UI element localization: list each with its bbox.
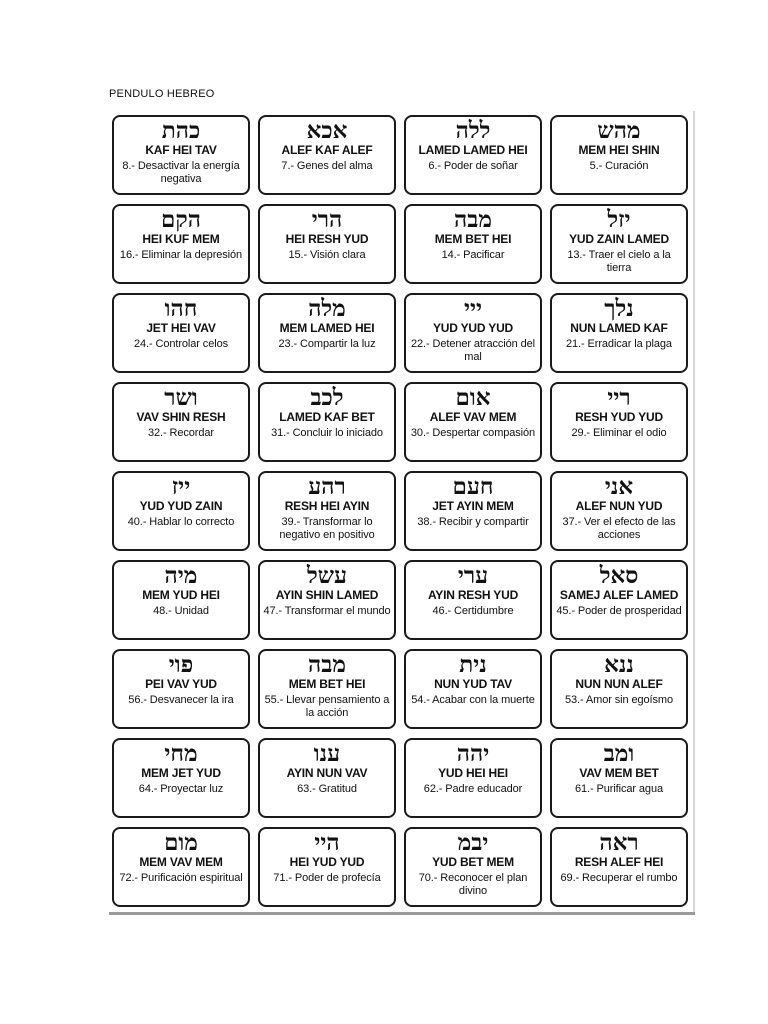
name-card: [404, 382, 542, 462]
scan-bottom-rule: [109, 912, 695, 915]
scanned-card-sheet: [109, 111, 695, 915]
name-card: [112, 382, 250, 462]
page-title: PENDULO HEBREO: [109, 88, 215, 100]
name-card: [258, 471, 396, 551]
hebrew-letters: עשל: [306, 562, 348, 589]
letter-names: HEI RESH YUD: [285, 232, 369, 246]
card-description: 6.- Poder de soñar: [428, 160, 518, 172]
letter-names: VAV SHIN RESH: [136, 410, 226, 424]
card-description: 8.- Desactivar la energía negativa: [122, 160, 240, 185]
letter-names: MEM VAV MEM: [139, 855, 223, 869]
letter-names: YUD ZAIN LAMED: [569, 232, 669, 246]
name-card: [404, 204, 542, 284]
name-card: [404, 293, 542, 373]
letter-names: NUN YUD TAV: [434, 677, 512, 691]
hebrew-letters: מבה: [308, 651, 346, 678]
card-description: 46.- Certidumbre: [432, 605, 514, 617]
hebrew-letters: מבה: [454, 206, 492, 233]
letter-names: MEM BET HEI: [288, 677, 366, 691]
hebrew-letters: ריי: [607, 384, 631, 411]
letter-names: RESH YUD YUD: [575, 410, 663, 424]
letter-names: PEI VAV YUD: [145, 677, 217, 691]
card-description: 24.- Controlar celos: [134, 338, 228, 350]
name-card: [258, 115, 396, 195]
card-description: 56.- Desvanecer la ira: [128, 694, 234, 706]
name-card: [550, 471, 688, 551]
name-card: [112, 204, 250, 284]
letter-names: SAMEJ ALEF LAMED: [559, 588, 679, 602]
card-description: 16.- Eliminar la depresión: [119, 249, 243, 261]
card-description: 70.- Reconocer el plan divino: [418, 872, 528, 897]
hebrew-letters: ייז: [171, 473, 191, 500]
hebrew-letters: היי: [314, 829, 340, 856]
name-card: [112, 115, 250, 195]
letter-names: JET AYIN MEM: [432, 499, 514, 513]
name-card: [404, 560, 542, 640]
letter-names: ALEF VAV MEM: [429, 410, 517, 424]
hebrew-letters: חעם: [452, 473, 494, 500]
letter-names: RESH ALEF HEI: [574, 855, 664, 869]
hebrew-letters: אני: [604, 473, 634, 500]
name-card: [258, 382, 396, 462]
letter-names: HEI KUF MEM: [142, 232, 220, 246]
name-card: [550, 827, 688, 907]
card-description: 45.- Poder de prosperidad: [556, 605, 682, 617]
letter-names: VAV MEM BET: [579, 766, 659, 780]
card-description: 53.- Amor sin egoísmo: [565, 694, 673, 706]
letter-names: YUD YUD YUD: [432, 321, 514, 335]
card-description: 63.- Gratitud: [297, 783, 357, 795]
name-card: [258, 649, 396, 729]
hebrew-letters: מלה: [308, 295, 346, 322]
hebrew-letters: מהש: [597, 117, 641, 144]
name-card: [258, 738, 396, 818]
hebrew-letters: נלך: [604, 295, 634, 322]
letter-names: ALEF NUN YUD: [575, 499, 663, 513]
hebrew-letters: מום: [164, 829, 198, 856]
name-card: [550, 382, 688, 462]
name-card: [112, 471, 250, 551]
name-card: [550, 204, 688, 284]
hebrew-letters: רהע: [308, 473, 346, 500]
hebrew-letters: יהה: [456, 740, 490, 767]
letter-names: HEI YUD YUD: [289, 855, 365, 869]
name-card: [112, 649, 250, 729]
card-description: 14.- Pacificar: [441, 249, 505, 261]
name-card: [112, 560, 250, 640]
card-description: 69.- Recuperar el rumbo: [560, 872, 678, 884]
card-description: 32.- Recordar: [148, 427, 214, 439]
letter-names: NUN NUN ALEF: [575, 677, 663, 691]
hebrew-letters: ראה: [599, 829, 639, 856]
letter-names: LAMED KAF BET: [279, 410, 375, 424]
hebrew-letters: לכב: [310, 384, 344, 411]
letter-names: AYIN SHIN LAMED: [275, 588, 379, 602]
card-description: 72.- Purificación espiritual: [119, 872, 243, 884]
letter-names: MEM BET HEI: [434, 232, 512, 246]
card-description: 22.- Detener atracción del mal: [411, 338, 535, 363]
card-description: 7.- Genes del alma: [281, 160, 373, 172]
card-description: 31.- Concluir lo iniciado: [271, 427, 383, 439]
hebrew-letters: כהת: [161, 117, 201, 144]
letter-names: JET HEI VAV: [146, 321, 216, 335]
hebrew-letters: הרי: [311, 206, 343, 233]
hebrew-letters: יזל: [607, 206, 631, 233]
hebrew-letters: הקם: [161, 206, 201, 233]
card-description: 64.- Proyectar luz: [138, 783, 224, 795]
name-card: [404, 649, 542, 729]
hebrew-letters: ענו: [313, 740, 341, 767]
card-description: 38.- Recibir y compartir: [417, 516, 529, 528]
letter-names: MEM JET YUD: [141, 766, 221, 780]
card-grid: [112, 115, 688, 907]
letter-names: YUD YUD ZAIN: [139, 499, 223, 513]
hebrew-letters: ללה: [455, 117, 491, 144]
letter-names: NUN LAMED KAF: [570, 321, 668, 335]
letter-names: YUD BET MEM: [432, 855, 514, 869]
hebrew-letters: מיה: [164, 562, 198, 589]
name-card: [404, 827, 542, 907]
hebrew-letters: נית: [459, 651, 487, 678]
letter-names: LAMED LAMED HEI: [418, 143, 528, 157]
card-description: 15.- Visión clara: [288, 249, 366, 261]
hebrew-letters: יבמ: [457, 829, 489, 856]
card-description: 29.- Eliminar el odio: [571, 427, 667, 439]
letter-names: KAF HEI TAV: [145, 143, 217, 157]
card-description: 55.- Llevar pensamiento a la acción: [264, 694, 390, 719]
card-description: 62.- Padre educador: [423, 783, 523, 795]
name-card: [112, 827, 250, 907]
hebrew-letters: חהו: [164, 295, 198, 322]
letter-names: AYIN NUN VAV: [286, 766, 368, 780]
name-card: [404, 115, 542, 195]
hebrew-letters: ערי: [457, 562, 489, 589]
card-description: 48.- Unidad: [153, 605, 209, 617]
card-description: 54.- Acabar con la muerte: [411, 694, 535, 706]
hebrew-letters: סאל: [599, 562, 639, 589]
name-card: [550, 649, 688, 729]
name-card: [550, 560, 688, 640]
letter-names: MEM HEI SHIN: [578, 143, 660, 157]
letter-names: AYIN RESH YUD: [427, 588, 519, 602]
hebrew-letters: אום: [455, 384, 491, 411]
card-description: 71.- Poder de profecía: [273, 872, 381, 884]
scan-edge: [693, 111, 695, 915]
letter-names: ALEF KAF ALEF: [281, 143, 373, 157]
name-card: [112, 293, 250, 373]
name-card: [404, 471, 542, 551]
hebrew-letters: ייי: [463, 295, 483, 322]
name-card: [404, 738, 542, 818]
hebrew-letters: אכא: [306, 117, 348, 144]
letter-names: MEM LAMED HEI: [279, 321, 375, 335]
name-card: [550, 115, 688, 195]
name-card: [550, 738, 688, 818]
name-card: [258, 560, 396, 640]
card-description: 37.- Ver el efecto de las acciones: [562, 516, 676, 541]
hebrew-letters: ננא: [604, 651, 634, 678]
card-description: 21.- Erradicar la plaga: [566, 338, 672, 350]
name-card: [258, 827, 396, 907]
card-description: 39.- Transformar lo negativo en positivo: [279, 516, 375, 541]
card-description: 30.- Despertar compasión: [410, 427, 536, 439]
name-card: [112, 738, 250, 818]
hebrew-letters: מחי: [164, 740, 198, 767]
card-description: 23.- Compartir la luz: [278, 338, 376, 350]
card-description: 13.- Traer el cielo a la tierra: [567, 249, 671, 274]
hebrew-letters: ומב: [603, 740, 635, 767]
letter-names: YUD HEI HEI: [438, 766, 508, 780]
name-card: [550, 293, 688, 373]
hebrew-letters: ושר: [164, 384, 198, 411]
card-description: 40.- Hablar lo correcto: [127, 516, 235, 528]
hebrew-letters: פוי: [168, 651, 194, 678]
card-description: 61.- Purificar agua: [575, 783, 663, 795]
card-description: 5.- Curación: [589, 160, 649, 172]
name-card: [258, 204, 396, 284]
letter-names: RESH HEI AYIN: [284, 499, 370, 513]
name-card: [258, 293, 396, 373]
card-description: 47.- Transformar el mundo: [263, 605, 391, 617]
letter-names: MEM YUD HEI: [142, 588, 220, 602]
